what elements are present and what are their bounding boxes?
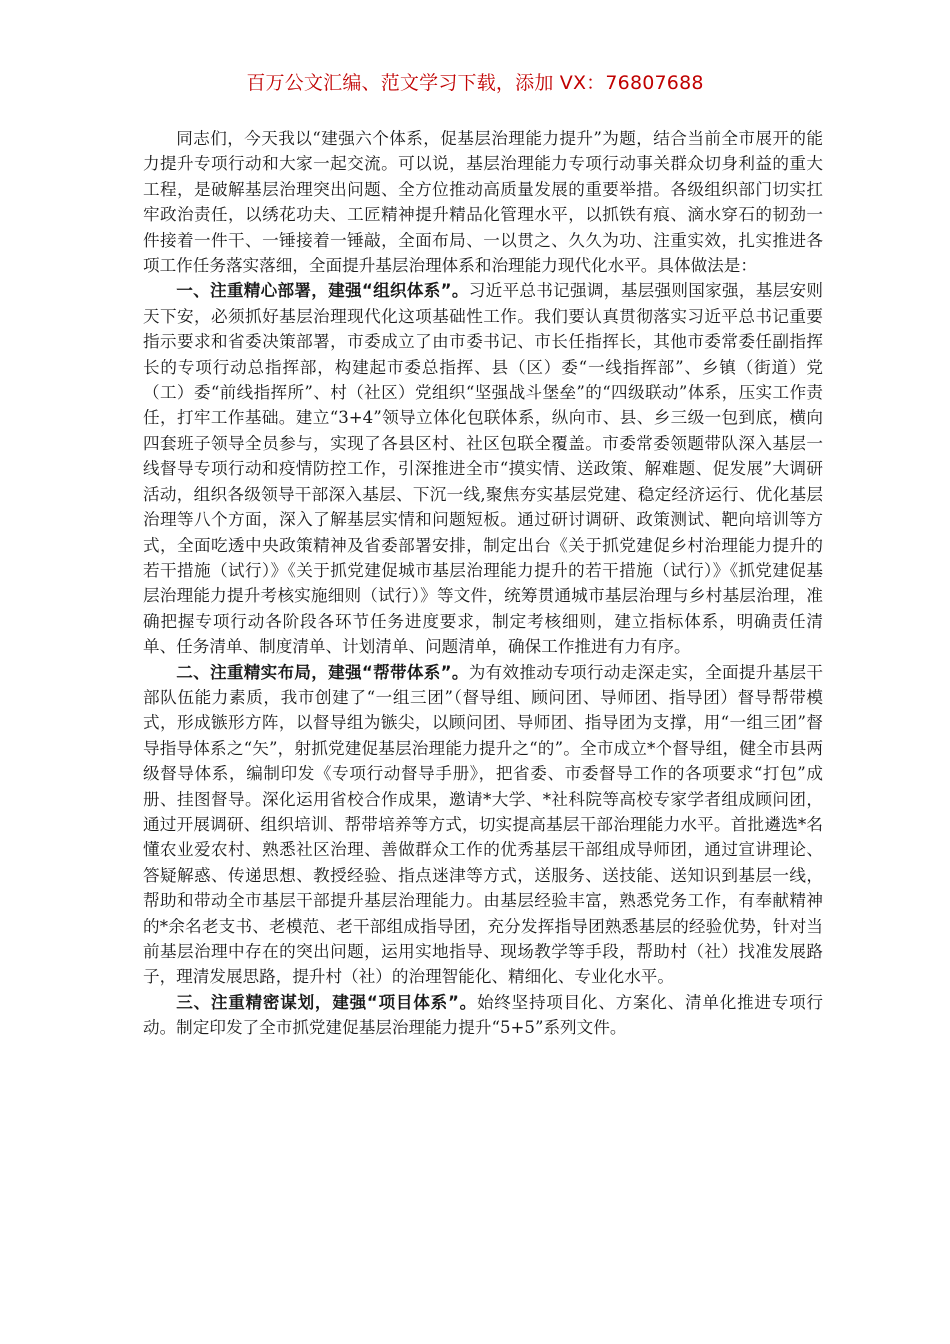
- section-heading: 二、注重精实布局，建强“帮带体系”。: [176, 662, 469, 682]
- section-heading: 一、注重精心部署，建强“组织体系”。: [176, 281, 469, 301]
- section-heading: 三、注重精密谋划，建强“项目体系”。: [176, 992, 477, 1012]
- paragraph-text: 为有效推动专项行动走深走实，全面提升基层干部队伍能力素质，我市创建了“一组三团”（督导组、顾问团、导师团、指导团）督导帮带模式，形成镞形方阵，以督导组为镞尖，以顾问团、导师团、指导团为支撑，用“一组三团”督导指导体系之“矢”，射抓党建促基层治理能力提升之“的”。全市成立*个督导组，健全市县两级督导体系，编制印发《专项行动督导手册》，把省委、市委督导工作的各项要求“打包”成册、挂图督导。深化运用省校合作成果，邀请*大学、*社科院等高校专家学者组成顾问团，通过开展调研、组织培训、帮带培养等方式，切实提高基层干部治理能力水平。首批遴选*名懂农业爱农村、熟悉社区治理、善做群众工作的优秀基层干部组成导师团，通过宣讲理论、答疑解惑、传递思想、教授经验、指点迷津等方式，送服务、送技能、送知识到基层一线，帮助和带动全市基层干部提升基层治理能力。由基层经验丰富，熟悉党务工作，有奉献精神的*余名老支书、老模范、老干部组成指导团，充分发挥指导团熟悉基层的经验优势，针对当前基层治理中存在的突出问题，运用实地指导、现场教学等手段，帮助村（社）找准发展路子，理清发展思路，提升村（社）的治理智能化、精细化、专业化水平。: [143, 662, 824, 987]
- intro-paragraph: [143, 126, 823, 278]
- paragraph-text: 习近平总书记强调，基层强则国家强，基层安则天下安，必须抓好基层治理现代化这项基础性工作。我们要认真贯彻落实习近平总书记重要指示要求和省委决策部署，市委成立了由市委书记、市长任指挥长，其他市委常委任副指挥长的专项行动总指挥部，构建起市委总指挥、县（区）委“一线指挥部”、乡镇（街道）党（工）委“前线指挥所”、村（社区）党组织“坚强战斗堡垒”的“四级联动”体系，压实工作责任，打牢工作基础。建立“3+4”领导立体化包联体系，纵向市、县、乡三级一包到底，横向四套班子领导全员参与，实现了各县区村、社区包联全覆盖。市委常委领题带队深入基层一线督导专项行动和疫情防控工作，引深推进全市“摸实情、送政策、解难题、促发展”大调研活动，组织各级领导干部深入基层、下沉一线,聚焦夯实基层党建、稳定经济运行、优化基层治理等八个方面，深入了解基层实情和问题短板。通过研讨调研、政策测试、靶向培训等方式，全面吃透中央政策精神及省委部署安排，制定出台《关于抓党建促乡村治理能力提升的若干措施（试行）》《关于抓党建促城市基层治理能力提升的若干措施（试行）》《抓党建促基层治理能力提升考核实施细则（试行）》等文件，统筹贯通城市基层治理与乡村基层治理，准确把握专项行动各阶段各环节任务进度要求，制定考核细则，建立指标体系，明确责任清单、任务清单、制度清单、计划清单、问题清单，确保工作推进有力有序。: [143, 281, 824, 657]
- section-two-paragraph: [143, 660, 823, 990]
- section-one-paragraph: [143, 278, 823, 659]
- document-body: [143, 126, 823, 1041]
- paragraph-text: 始终坚持项目化、方案化、清单化推进专项行动。制定印发了全市抓党建促基层治理能力提升“5+5”系列文件。: [143, 992, 823, 1038]
- header-banner: 百万公文汇编、范文学习下载，添加 VX：76807688: [246, 72, 704, 94]
- paragraph-text: 同志们，今天我以“建强六个体系，促基层治理能力提升”为题，结合当前全市展开的能力提升专项行动和大家一起交流。可以说，基层治理能力专项行动事关群众切身利益的重大工程，是破解基层治理突出问题、全方位推动高质量发展的重要举措。各级组织部门切实扛牢政治责任，以绣花功夫、工匠精神提升精品化管理水平，以抓铁有痕、滴水穿石的韧劲一件接着一件干、一锤接着一锤敲，全面布局、一以贯之、久久为功、注重实效，扎实推进各项工作任务落实落细，全面提升基层治理体系和治理能力现代化水平。具体做法是：: [143, 129, 823, 276]
- section-three-paragraph: [143, 990, 823, 1041]
